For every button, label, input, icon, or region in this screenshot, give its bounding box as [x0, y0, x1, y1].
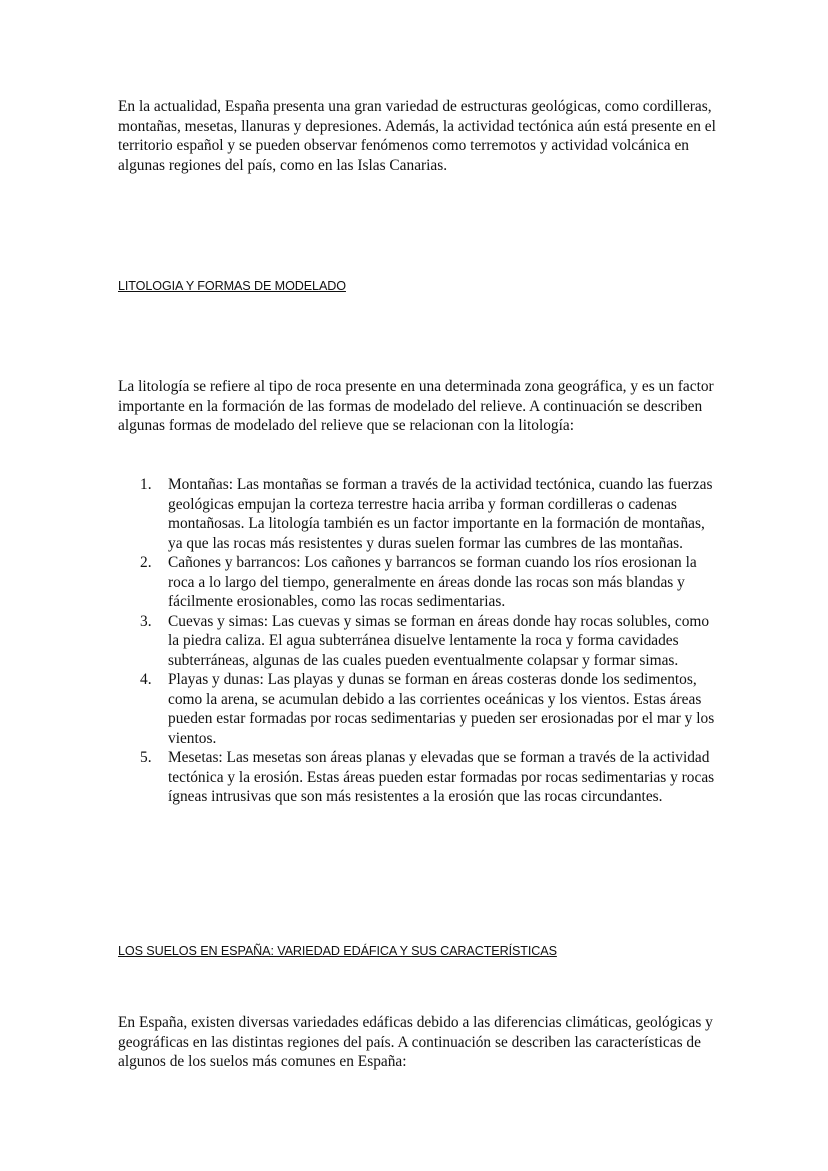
suelos-paragraph: En España, existen diversas variedades edáficas debido a las diferencias climáticas, geológicas y geográficas en las distintas regiones del país. A continuación se describen las características de algunos de los suelos más comunes en España:	[118, 1014, 713, 1070]
list-item-number: 1.	[140, 476, 152, 493]
list-item	[118, 748, 718, 807]
landform-list	[118, 475, 718, 807]
heading-litologia: LITOLOGIA Y FORMAS DE MODELADO	[118, 279, 346, 293]
list-item	[118, 553, 718, 612]
list-item	[118, 475, 718, 553]
heading-suelos: LOS SUELOS EN ESPAÑA: VARIEDAD EDÁFICA Y SUS CARACTERÍSTICAS	[118, 944, 557, 958]
list-item-text: Cuevas y simas: Las cuevas y simas se forman en áreas donde hay rocas solubles, como la piedra caliza. El agua subterránea disuelve lentamente la roca y forma cavidades subterráneas, algunas de las cuales pueden eventualmente colapsar y formar simas.	[168, 612, 710, 669]
list-item-number: 2.	[140, 554, 152, 571]
list-item-number: 3.	[140, 612, 152, 630]
list-item-number: 5.	[140, 749, 152, 766]
list-item-text: Playas y dunas: Las playas y dunas se forman en áreas costeras donde los sedimentos, como la arena, se acumulan debido a las corrientes oceánicas y los vientos. Estas áreas pueden estar formadas por rocas sedimentarias y pueden ser erosionadas por el mar y los vientos.	[168, 671, 715, 747]
list-item	[118, 670, 718, 748]
list-item-text: Cañones y barrancos: Los cañones y barrancos se forman cuando los ríos erosionan la roca a lo largo del tiempo, generalmente en áreas donde las rocas son más blandas y fácilmente erosionables, como las rocas sedimentarias.	[168, 554, 697, 610]
litologia-paragraph: La litología se refiere al tipo de roca presente en una determinada zona geográfica, y es un factor importante en la formación de las formas de modelado del relieve. A continuación se describen algunas formas de modelado del relieve que se relacionan con la litología:	[118, 378, 714, 434]
intro-paragraph: En la actualidad, España presenta una gran variedad de estructuras geológicas, como cordilleras, montañas, mesetas, llanuras y depresiones. Además, la actividad tectónica aún está presente en el territorio español y se pueden observar fenómenos como terremotos y actividad volcánica en algunas regiones del país, como en las Islas Canarias.	[118, 98, 716, 174]
list-item-number: 4.	[140, 671, 152, 688]
list-item-text: Mesetas: Las mesetas son áreas planas y elevadas que se forman a través de la actividad tectónica y la erosión. Estas áreas pueden estar formadas por rocas sedimentarias y rocas ígneas intrusivas que son más resistentes a la erosión que las rocas circundantes.	[168, 749, 715, 805]
list-item-text: Montañas: Las montañas se forman a través de la actividad tectónica, cuando las fuerzas geológicas empujan la corteza terrestre hacia arriba y forman cordilleras o cadenas montañosas. La litología también es un factor importante en la formación de montañas, ya que las rocas más resistentes y duras suelen formar las cumbres de las montañas.	[168, 476, 713, 552]
list-item	[118, 612, 718, 671]
